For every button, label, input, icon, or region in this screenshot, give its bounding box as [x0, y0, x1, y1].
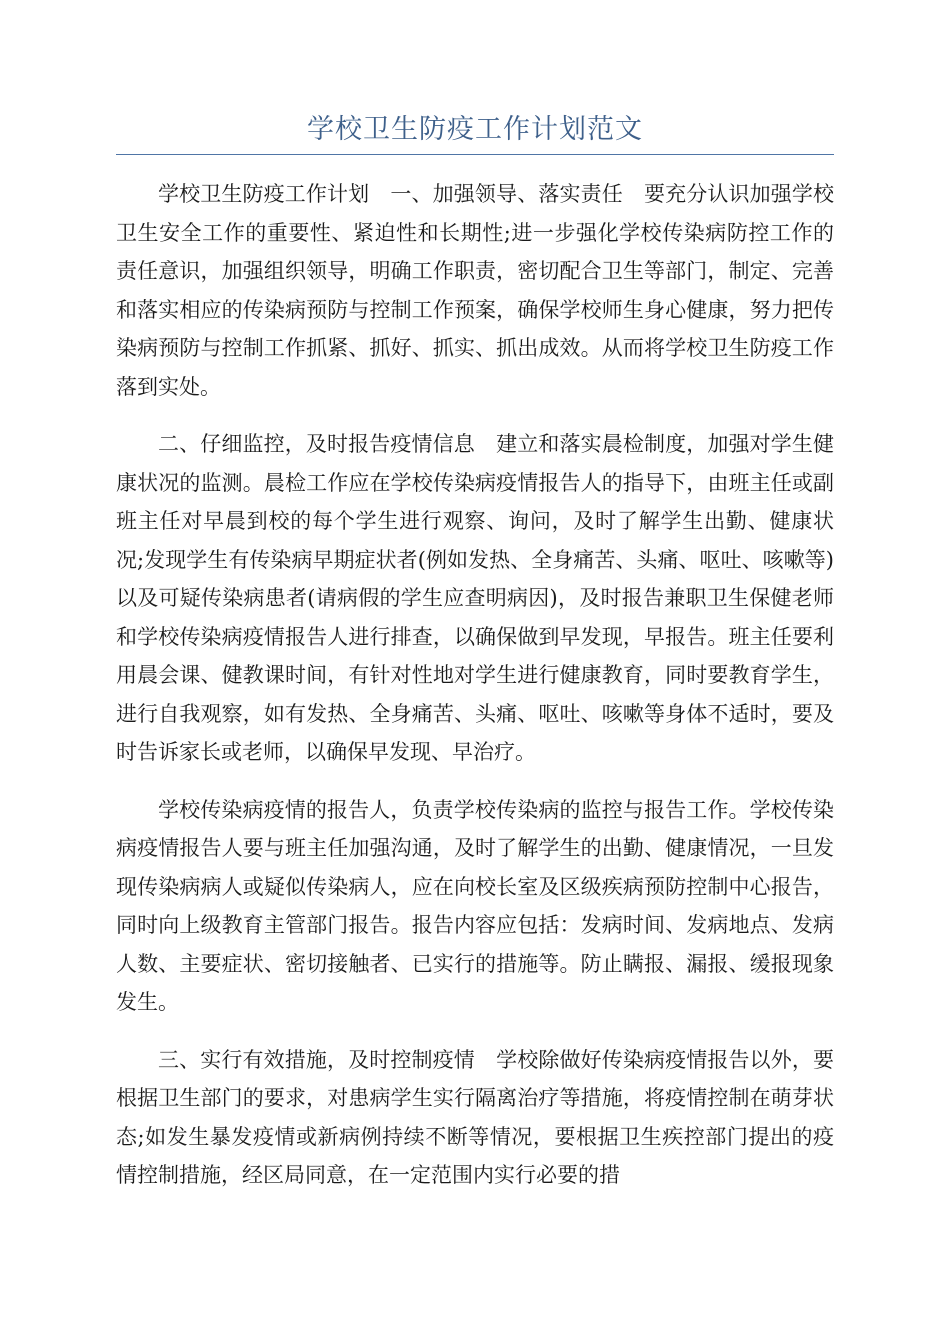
document-body [116, 175, 834, 1214]
title-underline [116, 154, 834, 155]
paragraph-1: 学校卫生防疫工作计划 一、加强领导、落实责任 要充分认识加强学校卫生安全工作的重要性、紧迫性和长期性;进一步强化学校传染病防控工作的责任意识，加强组织领导，明确工作职责，密切配合卫生等部门，制定、完善和落实相应的传染病预防与控制工作预案，确保学校师生身心健康，努力把传染病预防与控制工作抓紧、抓好、抓实、抓出成效。从而将学校卫生防疫工作落到实处。 [116, 182, 834, 399]
paragraph-2: 二、仔细监控，及时报告疫情信息 建立和落实晨检制度，加强对学生健康状况的监测。晨检工作应在学校传染病疫情报告人的指导下，由班主任或副班主任对早晨到校的每个学生进行观察、询问，及时了解学生出勤、健康状况;发现学生有传染病早期症状者(例如发热、全身痛苦、头痛、呕吐、咳嗽等)以及可疑传染病患者(请病假的学生应查明病因)，及时报告兼职卫生保健老师和学校传染病疫情报告人进行排查，以确保做到早发现，早报告。班主任要利用晨会课、健教课时间，有针对性地对学生进行健康教育，同时要教育学生，进行自我观察，如有发热、全身痛苦、头痛、呕吐、咳嗽等身体不适时，要及时告诉家长或老师，以确保早发现、早治疗。 [116, 432, 834, 764]
paragraph-3: 学校传染病疫情的报告人，负责学校传染病的监控与报告工作。学校传染病疫情报告人要与班主任加强沟通，及时了解学生的出勤、健康情况，一旦发现传染病病人或疑似传染病人，应在向校长室及区级疾病预防控制中心报告，同时向上级教育主管部门报告。报告内容应包括：发病时间、发病地点、发病人数、主要症状、密切接触者、已实行的措施等。防止瞒报、漏报、缓报现象发生。 [116, 797, 834, 1014]
paragraph-4: 三、实行有效措施，及时控制疫情 学校除做好传染病疫情报告以外，要根据卫生部门的要求，对患病学生实行隔离治疗等措施，将疫情控制在萌芽状态;如发生暴发疫情或新病例持续不断等情况，要根据卫生疾控部门提出的疫情控制措施，经区局同意，在一定范围内实行必要的措 [116, 1047, 834, 1187]
document-title: 学校卫生防疫工作计划范文 [307, 114, 643, 145]
